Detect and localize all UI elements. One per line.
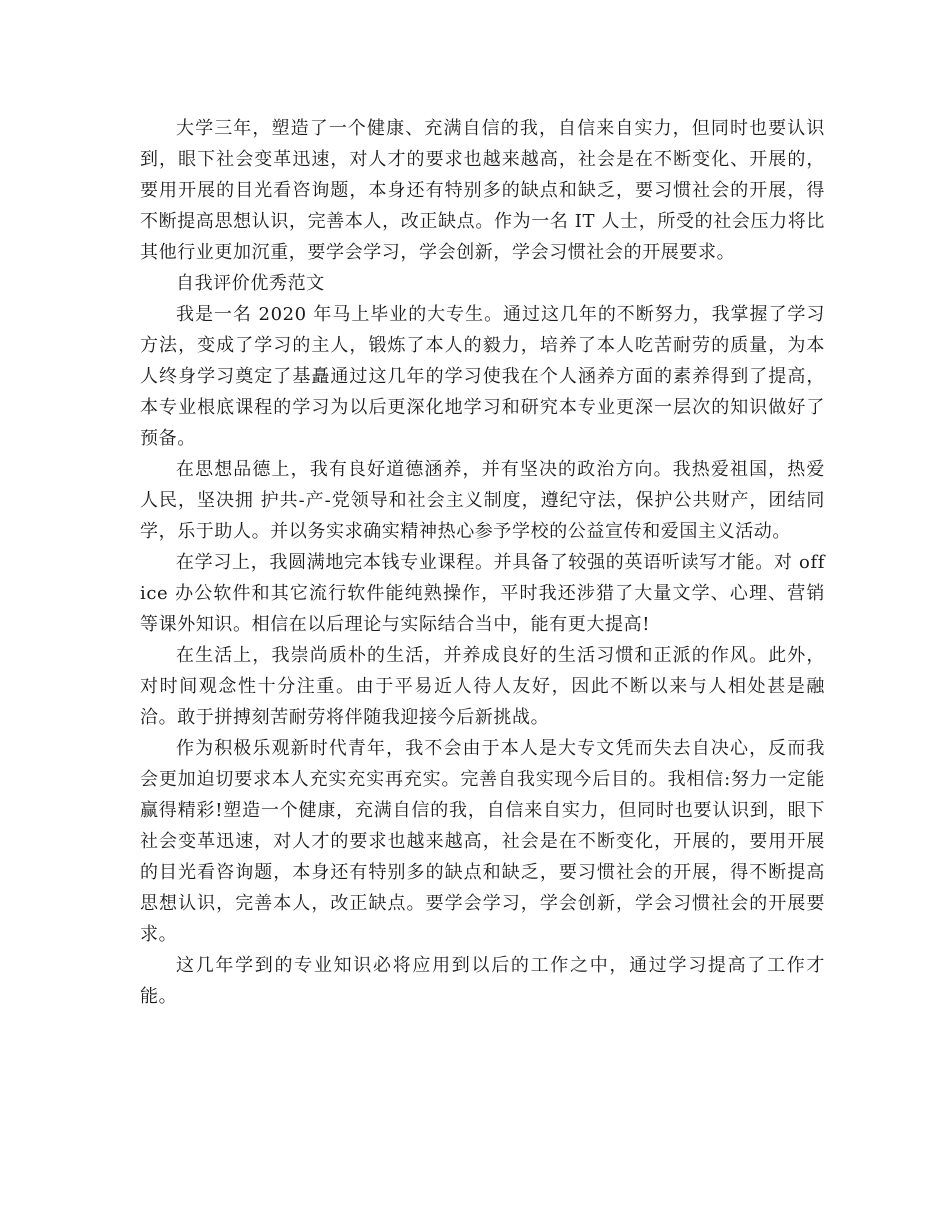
paragraph-morality: 在思想品德上，我有良好道德涵养，并有坚决的政治方向。我热爱祖国，热爱人民，坚决拥 护共-产-党领导和社会主义制度，遵纪守法，保护公共财产，团结同学，乐于助人。并以务实求确实精神热心参予学校的公益宣传和爱国主义活动。 bbox=[140, 459, 825, 542]
paragraph-self-intro: 我是一名 2020 年马上毕业的大专生。通过这几年的不断努力，我掌握了学习方法，变成了学习的主人，锻炼了本人的毅力，培养了本人吃苦耐劳的质量，为本人终身学习奠定了基矗通过这几年的学习使我在个人涵养方面的素养得到了提高，本专业根底课程的学习为以后更深化地学习和研究本专业更深一层次的知识做好了预备。 bbox=[140, 304, 825, 449]
paragraph-life: 在生活上，我崇尚质朴的生活，并养成良好的生活习惯和正派的作风。此外，对时间观念性十分注重。由于平易近人待人友好，因此不断以来与人相处甚是融洽。敢于拼搏刻苦耐劳将伴随我迎接今后新挑战。 bbox=[140, 645, 825, 728]
paragraph-intro: 大学三年，塑造了一个健康、充满自信的我，自信来自实力，但同时也要认识到，眼下社会变革迅速，对人才的要求也越来越高，社会是在不断变化、开展的，要用开展的目光看咨询题，本身还有特别多的缺点和缺乏，要习惯社会的开展，得不断提高思想认识，完善本人，改正缺点。作为一名 IT 人士，所受的社会压力将比其他行业更加沉重，要学会学习，学会创新，学会习惯社会的开展要求。 bbox=[140, 118, 825, 263]
paragraph-outlook: 作为积极乐观新时代青年，我不会由于本人是大专文凭而失去自决心，反而我会更加迫切要求本人充实充实再充实。完善自我实现今后目的。我相信:努力一定能赢得精彩!塑造一个健康，充满自信的我，自信来自实力，但同时也要认识到，眼下社会变革迅速，对人才的要求也越来越高，社会是在不断变化，开展的，要用开展的目光看咨询题，本身还有特别多的缺点和缺乏，要习惯社会的开展，得不断提高思想认识，完善本人，改正缺点。要学会学习，学会创新，学会习惯社会的开展要求。 bbox=[140, 738, 825, 945]
document-body bbox=[140, 113, 825, 1012]
paragraph-study: 在学习上，我圆满地完本钱专业课程。并具备了较强的英语听读写才能。对 office 办公软件和其它流行软件能纯熟操作，平时我还涉猎了大量文学、心理、营销等课外知识。相信在以后理论与实际结合当中，能有更大提高! bbox=[140, 552, 825, 635]
paragraph-closing: 这几年学到的专业知识必将应用到以后的工作之中，通过学习提高了工作才能。 bbox=[140, 955, 825, 1007]
section-heading: 自我评价优秀范文 bbox=[176, 273, 325, 294]
